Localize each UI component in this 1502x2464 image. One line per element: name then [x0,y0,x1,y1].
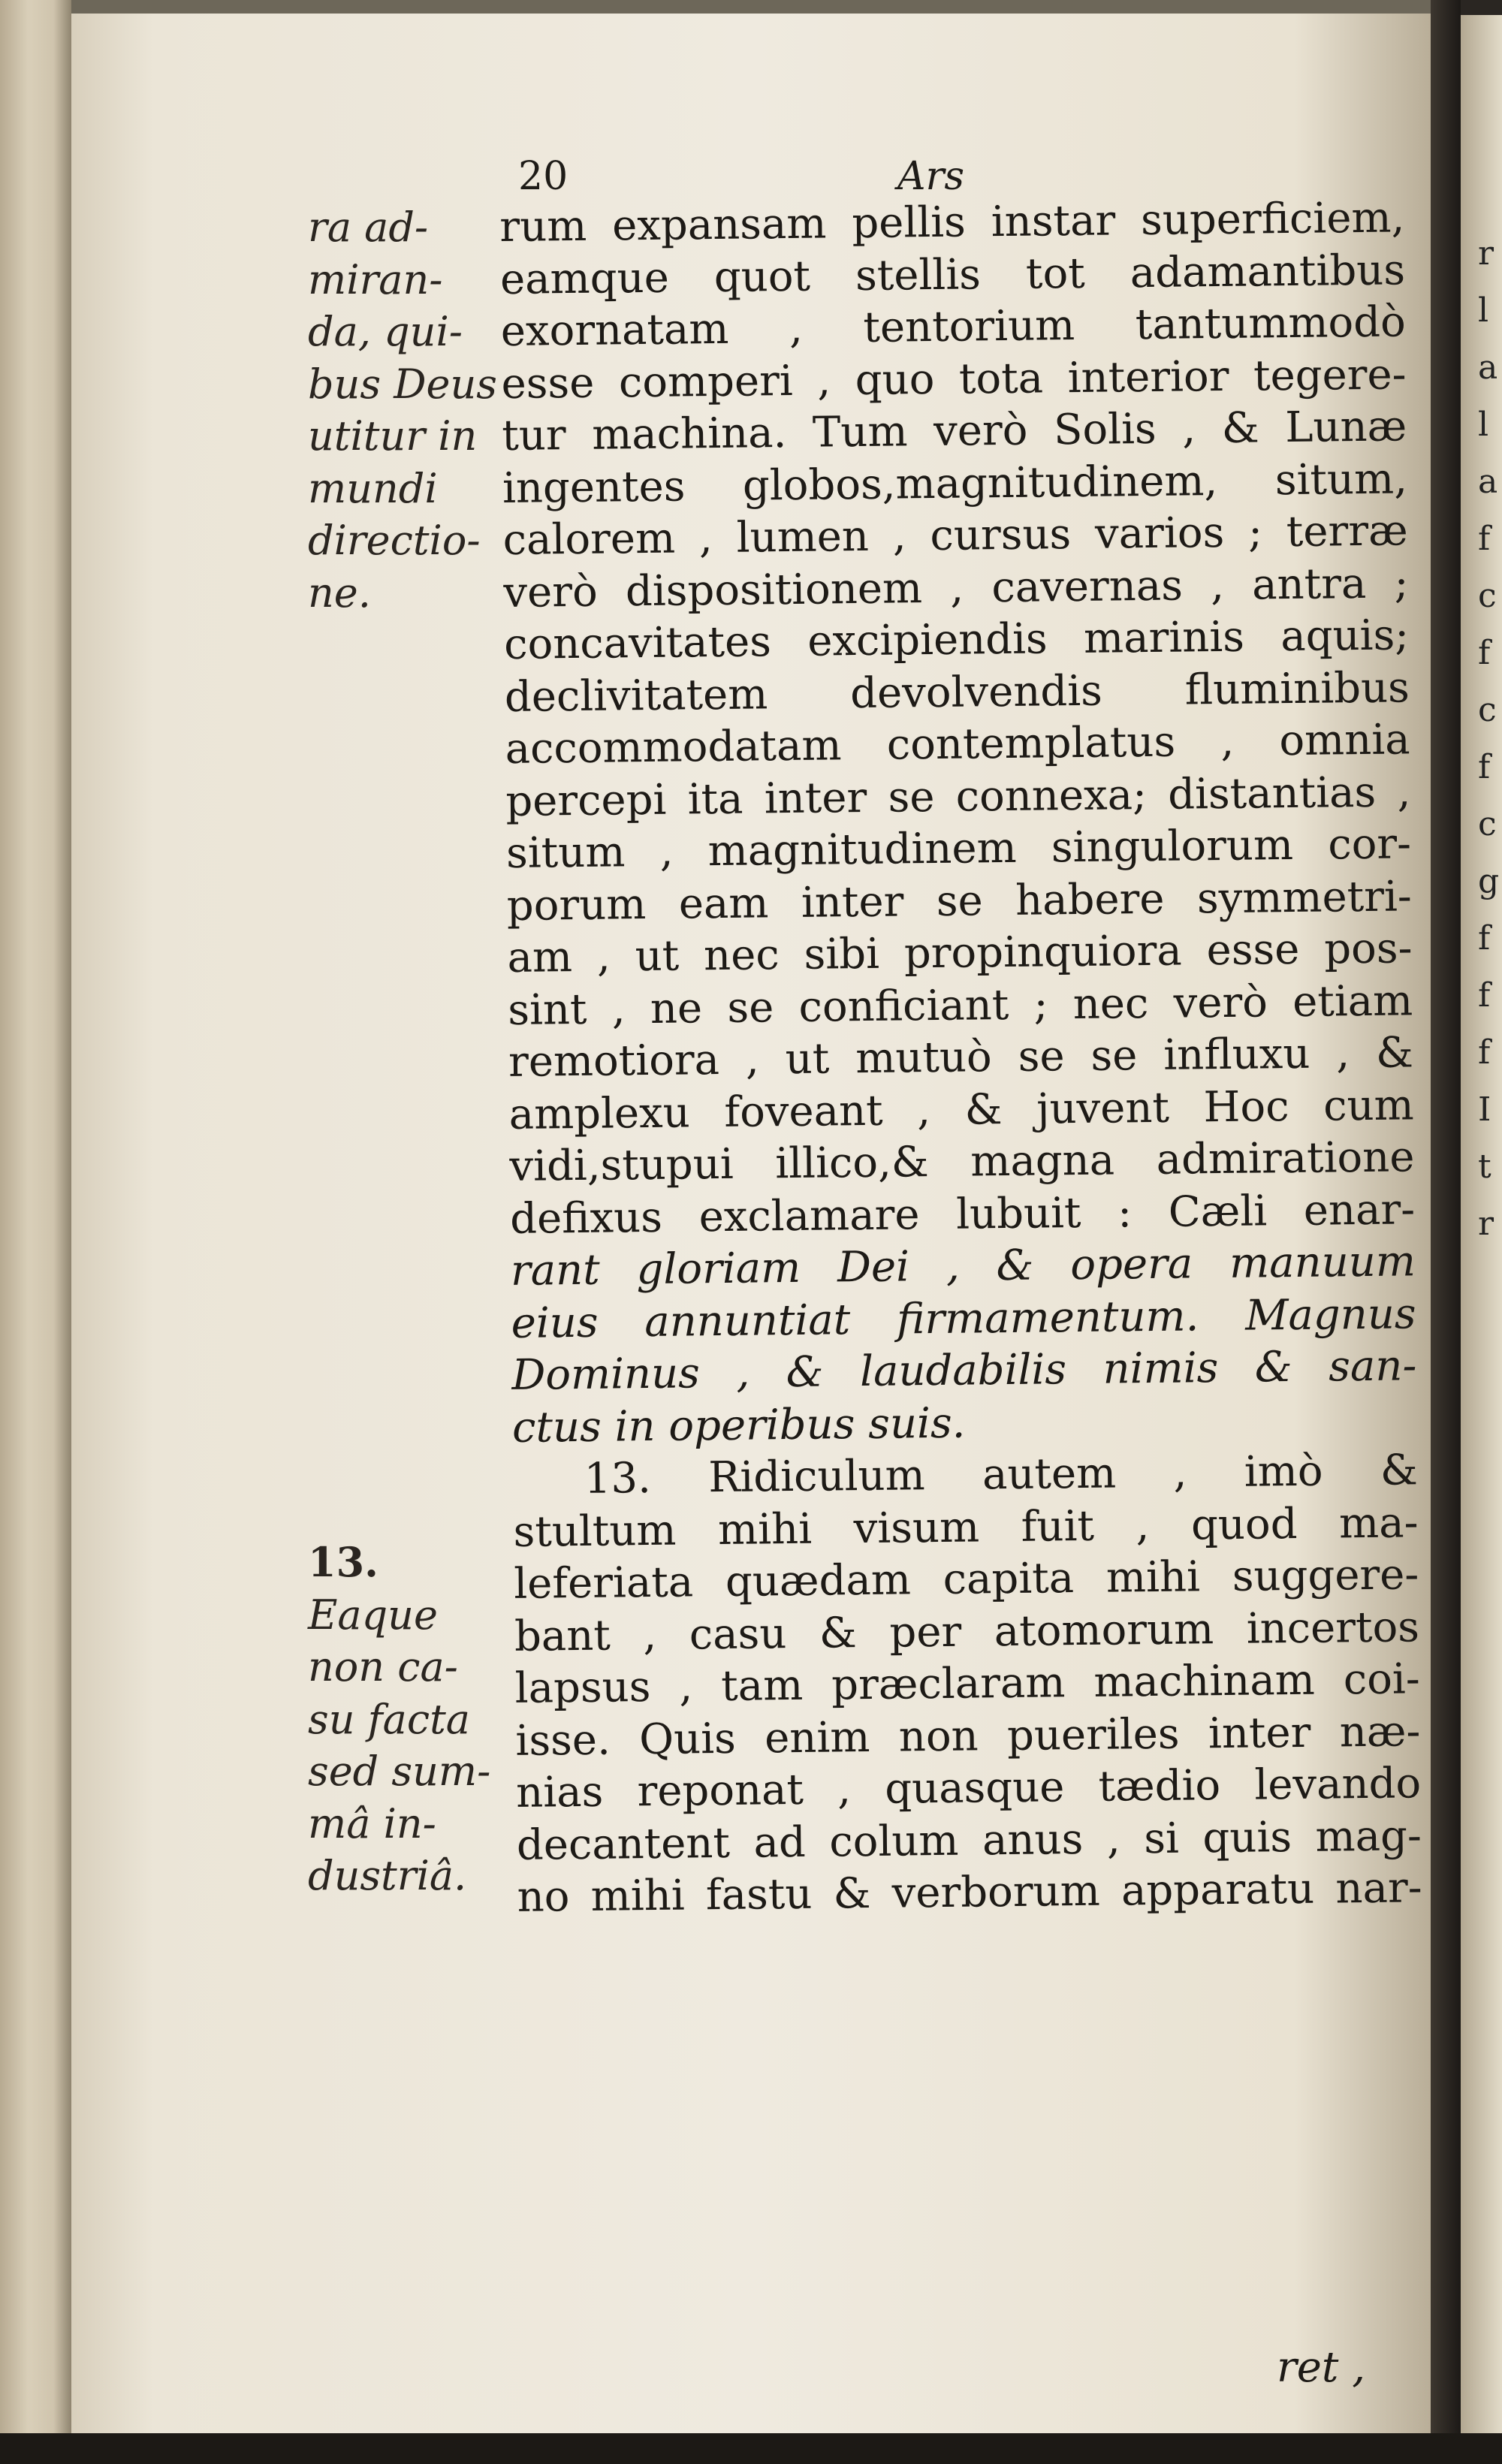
text-line: tur machina. Tum verò Solis , & Lunæ [501,402,1407,460]
text-line: nias reponat , quasque tædio levando [515,1759,1422,1817]
catchword: ret , [1277,2343,1366,2392]
text-line-quotation: Dominus , & laudabilis nimis & san- [511,1341,1417,1400]
text-line: esse comperi , quo tota interior tegere- [501,349,1407,409]
margin-note-line: ne. [308,568,371,617]
margin-note-line: mundi [308,464,438,512]
fragment-char: I [1478,1090,1491,1129]
text-line: defixus exclamare lubuit : Cæli enar- [509,1184,1416,1244]
text-line: am , ut nec sibi propinquiora esse pos- [507,924,1413,982]
body-text [499,192,1422,1923]
text-line: rum expansam pellis instar superficiem, [499,193,1405,252]
margin-note-number: 13. [308,1538,379,1586]
margin-note-line: utitur in [308,412,478,460]
book-gutter [1431,0,1461,2464]
text-line: bant , casu & per atomorum incertos [514,1602,1420,1661]
text-line: lapsus , tam præclaram machinam coi- [514,1654,1421,1713]
fragment-char: r [1478,1205,1494,1243]
text-line: porum eam inter se habere symmetri- [506,871,1413,930]
text-line: verò dispositionem , cavernas , antra ; [503,558,1409,617]
text-line: decantent ad colum anus , si quis mag- [516,1811,1422,1870]
fragment-char: f [1478,919,1491,958]
margin-note-line: da, qui- [308,308,463,355]
margin-note-line: dustriâ. [308,1852,467,1899]
text-line: accommodatam contemplatus , omnia [505,715,1410,774]
fragment-char: f [1478,1033,1491,1072]
running-head: Ars [897,154,965,199]
bottom-shadow [0,2433,1502,2464]
text-line: concavitates excipiendis marinis aquis; [503,611,1410,669]
margin-note-line: miran- [308,255,443,303]
text-line: remotiora , ut mutuò se se influxu , & [508,1028,1414,1087]
text-line: eamque quot stellis tot adamantibus [499,245,1406,304]
margin-note-line: non ca- [308,1643,458,1690]
margin-note-1 [308,201,499,619]
fragment-char: f [1478,748,1491,786]
text-line: vidi,stupui illico,& magna admiratione [509,1132,1415,1191]
fragment-char: l [1478,406,1489,444]
margin-note-line: Eaque [308,1591,438,1639]
fragment-char: c [1478,691,1497,729]
fragment-char: c [1478,805,1497,843]
paragraph-13-start: 13. Ridiculum autem , imò & [584,1446,1419,1503]
margin-note-line: ra ad- [308,204,429,251]
text-line: no mihi fastu & verborum apparatu nar- [517,1863,1422,1922]
margin-note-line: su facta [308,1695,470,1743]
text-line-quotation: eius annuntiat firmamentum. Magnus [511,1289,1416,1348]
fragment-char: t [1478,1148,1491,1186]
fragment-char: l [1478,291,1489,330]
text-line: leferiata quædam capita mihi suggere- [513,1550,1419,1609]
margin-note-line: directio- [308,517,481,564]
margin-note-line: mâ in- [308,1799,436,1847]
fragment-char: g [1478,862,1500,900]
text-line: percepi ita inter se connexa; distantias , [505,767,1411,826]
facing-page-fragment [1478,225,1500,1253]
fragment-char: f [1478,976,1491,1015]
text-line: ingentes globos,magnitudinem, situm, [502,454,1408,513]
text-line: amplexu foveant , & juvent Hoc cum [508,1080,1415,1139]
text-line: isse. Quis enim non pueriles inter næ- [515,1706,1421,1766]
fragment-char: a [1478,348,1498,387]
text-line: exornatam , tentorium tantummodò [500,297,1407,356]
fragment-char: c [1478,577,1497,615]
margin-note-line: sed sum- [308,1748,491,1795]
page-number: 20 [518,154,569,199]
fragment-char: a [1478,463,1498,501]
fragment-char: f [1478,634,1491,672]
text-line: declivitatem devolvendis fluminibus [504,662,1410,722]
text-line: sint , ne se conficiant ; nec verò etiam [507,976,1413,1035]
fragment-char: r [1478,234,1494,273]
margin-note-2 [308,1537,499,1902]
text-line-quotation: rant gloriam Dei , & opera manuum [510,1237,1416,1295]
text-line: situm , magnitudinem singulorum cor- [505,819,1412,878]
text-line-quotation: ctus in operibus suis. [511,1398,966,1452]
text-line: calorem , lumen , cursus varios ; terræ [502,506,1409,565]
text-line: stultum mihi visum fuit , quod ma- [513,1497,1419,1557]
fragment-char: f [1478,520,1491,558]
left-page-edge [0,0,71,2464]
margin-note-line: bus Deus [308,360,497,408]
